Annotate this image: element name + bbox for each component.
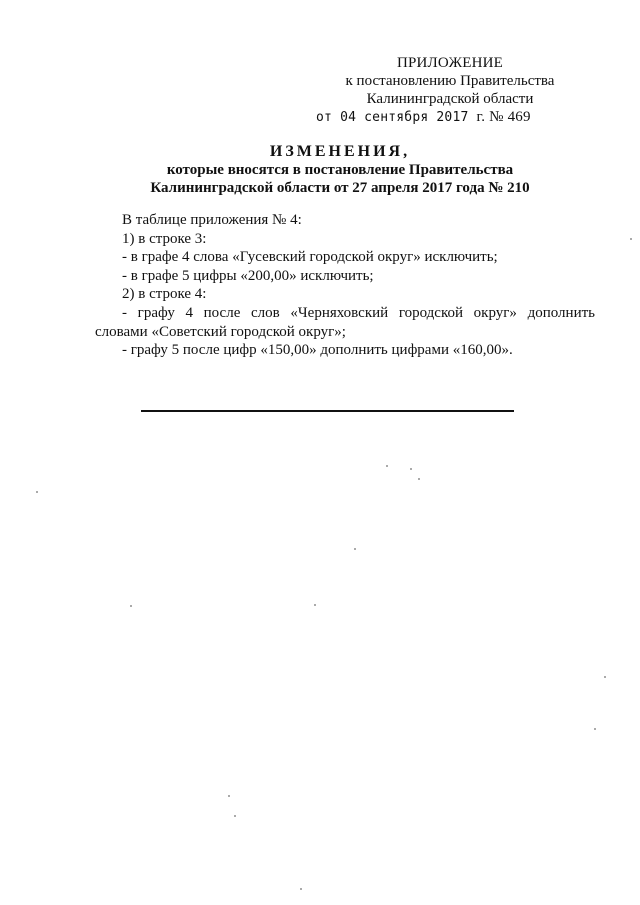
scan-speck bbox=[314, 604, 316, 606]
closing-rule bbox=[141, 410, 514, 412]
appendix-date-suffix: г. № 469 bbox=[476, 109, 531, 125]
scan-speck bbox=[234, 815, 236, 817]
scan-speck bbox=[410, 468, 412, 470]
body-item-2: 2) в строке 4: bbox=[122, 286, 207, 303]
body-item-2b: - графу 5 после цифр «150,00» дополнить цифрами «160,00». bbox=[122, 342, 513, 359]
caption-line-2: Калининградской области от 27 апреля 2017 года № 210 bbox=[150, 180, 530, 196]
scan-speck bbox=[418, 478, 420, 480]
appendix-header bbox=[300, 54, 600, 127]
body-item-1b: - в графе 5 цифры «200,00» исключить; bbox=[122, 267, 374, 284]
body-item-2a: - графу 4 после слов «Черняховский городской округ» дополнить bbox=[122, 304, 595, 321]
scan-speck bbox=[386, 465, 388, 467]
appendix-line-1: к постановлению Правительства bbox=[345, 73, 555, 89]
scan-speck bbox=[594, 728, 596, 730]
body-item-1a: - в графе 4 слова «Гусевский городской округ» исключить; bbox=[122, 249, 498, 266]
scan-speck bbox=[36, 491, 38, 493]
scan-speck bbox=[300, 888, 302, 890]
scan-speck bbox=[228, 795, 230, 797]
scan-speck bbox=[130, 605, 132, 607]
scan-speck bbox=[630, 238, 632, 240]
scan-speck bbox=[354, 548, 356, 550]
caption-heading: ИЗМЕНЕНИЯ, bbox=[269, 143, 411, 160]
appendix-line-2: Калининградской области bbox=[366, 91, 534, 107]
appendix-title: ПРИЛОЖЕНИЕ bbox=[396, 55, 504, 71]
document-caption bbox=[80, 143, 600, 197]
document-body bbox=[95, 211, 595, 360]
body-item-2a-continuation: словами «Советский городской округ»; bbox=[95, 323, 346, 340]
body-intro: В таблице приложения № 4: bbox=[122, 212, 302, 228]
caption-line-1: которые вносятся в постановление Правительства bbox=[166, 162, 514, 178]
appendix-date-prefix: от 04 сентября 2017 bbox=[316, 110, 469, 125]
body-item-1: 1) в строке 3: bbox=[122, 230, 207, 247]
scan-speck bbox=[604, 676, 606, 678]
appendix-date bbox=[316, 108, 600, 127]
